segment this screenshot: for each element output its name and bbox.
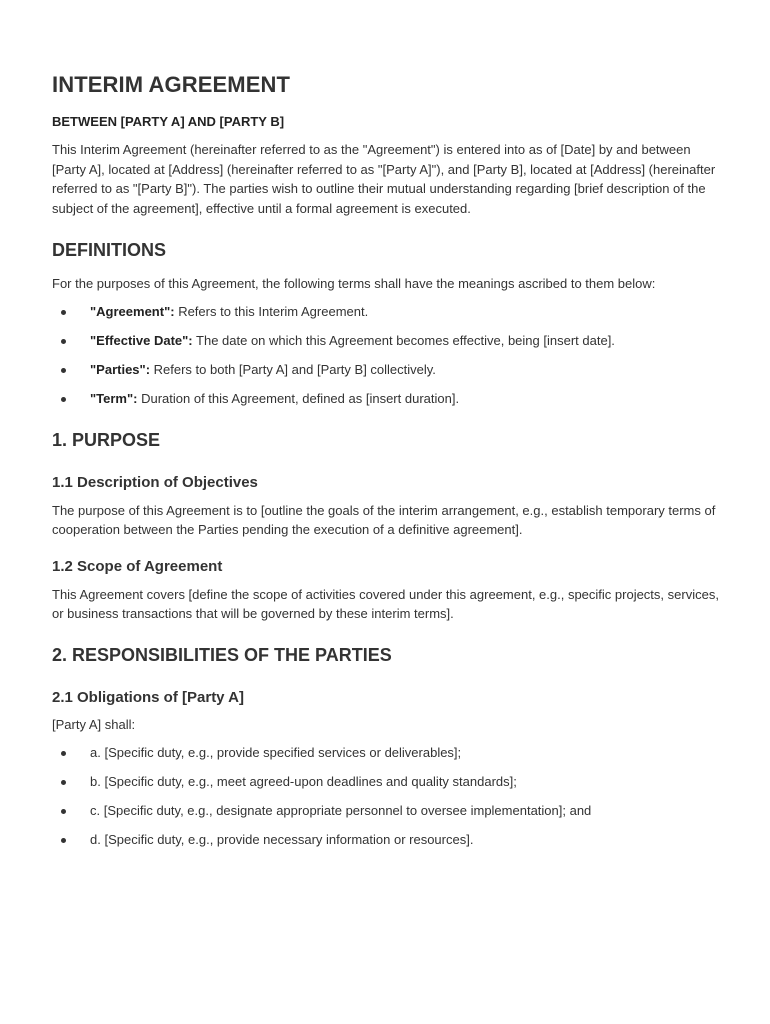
purpose-heading: 1. PURPOSE xyxy=(52,429,161,450)
document-title: INTERIM AGREEMENT xyxy=(52,72,290,97)
definition-item xyxy=(52,302,724,321)
duty-text: d. [Specific duty, e.g., provide necessary information or resources]. xyxy=(90,832,474,847)
definition-item xyxy=(52,360,724,379)
definition-text: Refers to both [Party A] and [Party B] collectively. xyxy=(150,361,436,377)
definitions-intro: For the purposes of this Agreement, the following terms shall have the meanings ascribed to them below: xyxy=(52,276,656,291)
bullet-icon xyxy=(61,838,66,843)
bullet-icon xyxy=(61,368,66,373)
party-a-obligations-heading: 2.1 Obligations of [Party A] xyxy=(52,688,244,706)
party-a-duties-list xyxy=(52,743,724,849)
definitions-list xyxy=(52,302,724,408)
objectives-text: The purpose of this Agreement is to [outline the goals of the interim arrangement, e.g., establish temporary terms of cooperation between the Parties pending the execution of a definitive agreement]. xyxy=(52,502,716,537)
bullet-icon xyxy=(61,339,66,344)
definition-item xyxy=(52,389,724,408)
definition-text: Refers to this Interim Agreement. xyxy=(174,303,369,319)
duty-text: c. [Specific duty, e.g., designate appropriate personnel to oversee implementation]; and xyxy=(90,803,592,818)
bullet-icon xyxy=(61,310,66,315)
duty-text: a. [Specific duty, e.g., provide specified services or deliverables]; xyxy=(90,745,462,760)
duty-text: b. [Specific duty, e.g., meet agreed-upon deadlines and quality standards]; xyxy=(90,774,517,789)
definition-term: "Parties": xyxy=(90,361,151,377)
bullet-icon xyxy=(61,397,66,402)
scope-text: This Agreement covers [define the scope of activities covered under this agreement, e.g., specific projects, services, or business transactions that will be governed by these interim terms]. xyxy=(52,586,719,621)
definition-term: "Term": xyxy=(90,390,138,406)
definition-item xyxy=(52,331,724,350)
bullet-icon xyxy=(61,751,66,756)
duty-item xyxy=(52,772,724,791)
scope-heading: 1.2 Scope of Agreement xyxy=(52,557,223,575)
intro-paragraph: This Interim Agreement (hereinafter referred to as the "Agreement") is entered into as of [Date] by and between [Party A], located at [Address] (hereinafter referred to as "[Party A]"), and [Party B], located at [Address] (hereinafter referred to as "[Party B]"). The parties wish to outline their mutual understanding regarding [brief description of the subject of the agreement], effective until a formal agreement is executed. xyxy=(52,142,716,216)
document-subtitle: BETWEEN [PARTY A] AND [PARTY B] xyxy=(52,114,285,129)
duty-item xyxy=(52,743,724,762)
document-page xyxy=(52,72,724,859)
definition-term: "Effective Date": xyxy=(90,332,193,348)
objectives-heading: 1.1 Description of Objectives xyxy=(52,473,258,491)
bullet-icon xyxy=(61,809,66,814)
party-a-intro: [Party A] shall: xyxy=(52,716,136,732)
definition-text: Duration of this Agreement, defined as [insert duration]. xyxy=(137,390,460,406)
definition-term: "Agreement": xyxy=(90,303,175,319)
responsibilities-heading: 2. RESPONSIBILITIES OF THE PARTIES xyxy=(52,644,392,665)
duty-item xyxy=(52,801,724,820)
definitions-heading: DEFINITIONS xyxy=(52,240,167,260)
bullet-icon xyxy=(61,780,66,785)
definition-text: The date on which this Agreement becomes effective, being [insert date]. xyxy=(192,332,615,348)
duty-item xyxy=(52,830,724,849)
